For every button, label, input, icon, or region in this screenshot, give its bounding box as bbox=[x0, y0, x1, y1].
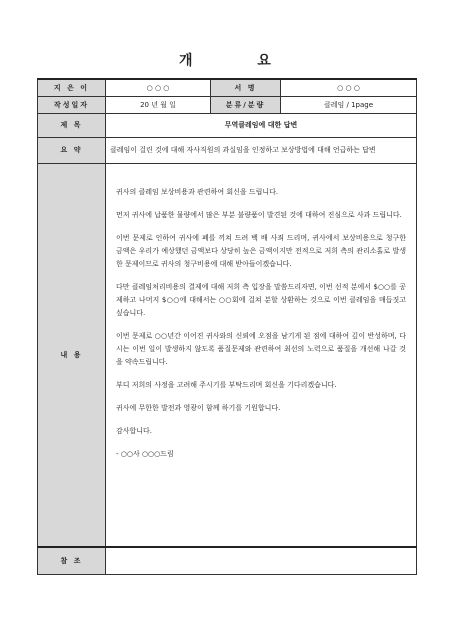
document-title: 개 요 bbox=[179, 53, 301, 69]
body-paragraph: 감사합니다. bbox=[116, 426, 153, 435]
category-value: 클레임 / 1page bbox=[281, 96, 417, 113]
summary-form bbox=[37, 78, 417, 575]
subject-value: 무역클레임에 대한 답변 bbox=[106, 113, 417, 137]
summary-value: 클레임이 걸린 것에 대해 자사직원의 과실임을 인정하고 보상방법에 대해 언급하는 답변 bbox=[106, 137, 417, 163]
body-paragraph: 먼저 귀사에 납품한 물량에서 많은 부분 불량품이 발견된 것에 대하여 진심으로 사과 드립니다. bbox=[116, 210, 402, 219]
body-paragraph: 귀사의 클레임 보상비용과 관련하여 회신을 드립니다. bbox=[116, 187, 279, 196]
body-paragraph: 부디 저희의 사정을 고려해 주시기를 부탁드리며 회신을 기다리겠습니다. bbox=[116, 380, 337, 389]
date-label: 작성일자 bbox=[38, 96, 106, 113]
author-value: ○ ○ ○ bbox=[106, 79, 211, 96]
content-label: 내 용 bbox=[38, 163, 106, 547]
body-paragraph: 이번 문제로 ○○년간 이어진 귀사와의 신뢰에 오점을 남기게 된 점에 대하여 깊이 반성하며, 다시는 이번 일이 발생하지 않도록 품질문제와 관련하여 최선의 노력으로 품질을 개선해 나갈 것을 약속드립니다. bbox=[116, 331, 406, 366]
signature-label: 서 명 bbox=[211, 79, 281, 96]
reference-label: 참 조 bbox=[38, 547, 106, 574]
reference-value bbox=[106, 547, 417, 574]
body-paragraph: 귀사에 무한한 발전과 영광이 함께 하기를 기원합니다. bbox=[116, 403, 281, 412]
author-label: 지 은 이 bbox=[38, 79, 106, 96]
body-paragraph: 이번 문제로 인하여 귀사에 폐를 끼쳐 드려 백 배 사죄 드리며, 귀사에서 보상비용으로 청구한 금액은 우리가 예상했던 금액보다 상당히 높은 금액이지만 전적으로 저희 측의 관리소홀로 발생한 문제이므로 귀사의 청구비용에 대해 받아들이겠습니다. bbox=[116, 233, 406, 268]
subject-label: 제 목 bbox=[38, 113, 106, 137]
body-paragraph: 다만 클레임처리비용의 결제에 대해 저희 측 입장을 말씀드리자면, 이번 선적 분에서 $○○를 공제하고 나머지 $○○에 대해서는 ○○회에 걸쳐 분할 상환하는 것으로 이번 클레임을 매듭짓고 싶습니다. bbox=[116, 282, 406, 317]
category-label: 분류/분량 bbox=[211, 96, 281, 113]
signature-value: ○ ○ ○ bbox=[281, 79, 417, 96]
date-value: 20 년 월 일 bbox=[106, 96, 211, 113]
body-signoff: - ○○사 ○○○드림 bbox=[116, 449, 174, 458]
content-body bbox=[106, 163, 417, 547]
summary-label: 요 약 bbox=[38, 137, 106, 163]
